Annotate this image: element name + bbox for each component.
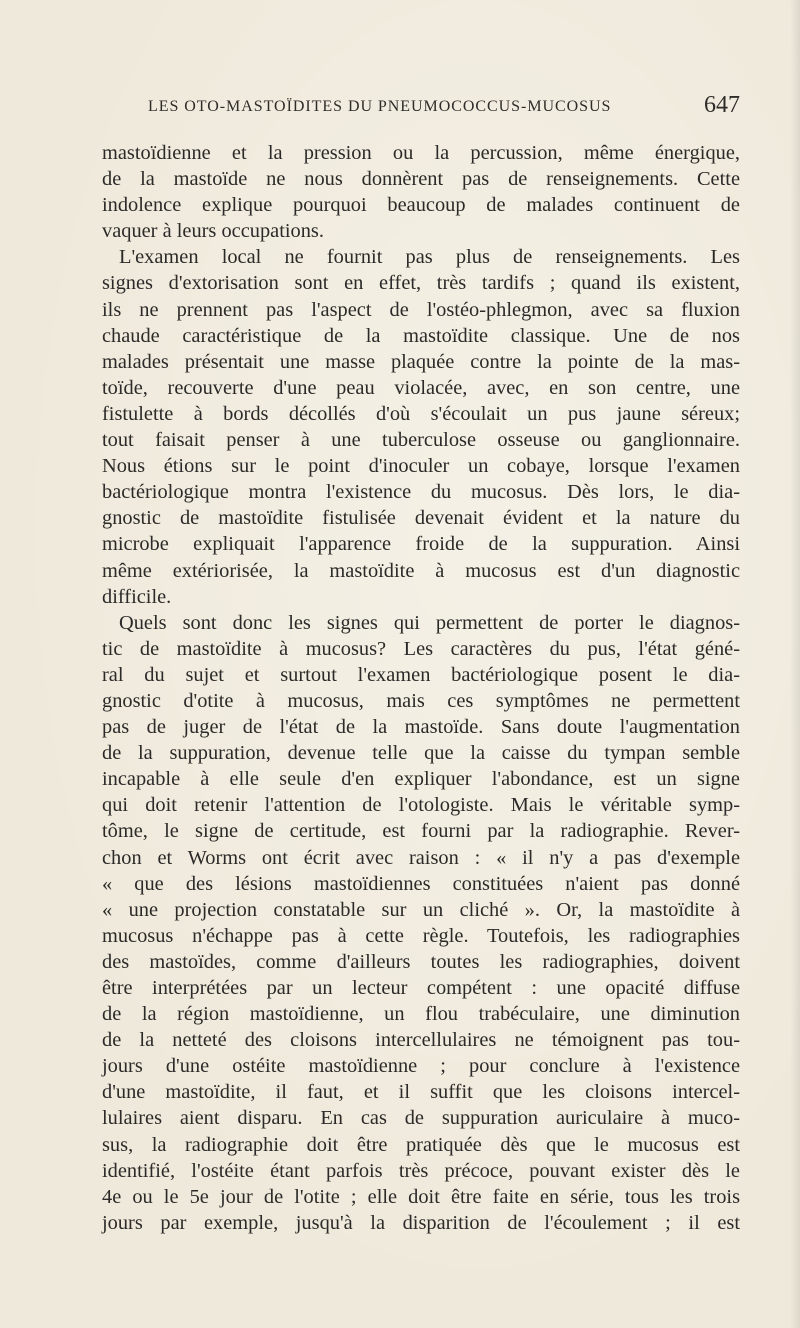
- text-line: être interprétées par un lecteur compétent : une opacité diffuse: [102, 977, 740, 999]
- text-line: ils ne prennent pas l'aspect de l'ostéo-phlegmon, avec sa fluxion: [102, 298, 740, 321]
- text-line: « que des lésions mastoïdiennes constituées n'aient pas donné: [102, 872, 740, 895]
- text-line: jours d'une ostéite mastoïdienne ; pour conclure à l'existence: [102, 1055, 740, 1078]
- text-line: de la netteté des cloisons intercellulaires ne témoignent pas tou-: [102, 1029, 740, 1052]
- text-line: qui doit retenir l'attention de l'otologiste. Mais le véritable symp-: [102, 794, 740, 817]
- text-line: chaude caractéristique de la mastoïdite classique. Une de nos: [102, 324, 740, 347]
- text-line: malades présentait une masse plaquée contre la pointe de la mas-: [102, 350, 740, 373]
- text-line: même extériorisée, la mastoïdite à mucosus est d'un diagnostic: [102, 559, 740, 582]
- text-line: bactériologique montra l'existence du mucosus. Dès lors, le dia-: [102, 481, 740, 504]
- text-line: signes d'extorisation sont en effet, très tardifs ; quand ils existent,: [102, 272, 740, 295]
- text-line: chon et Worms ont écrit avec raison : « il n'y a pas d'exemple: [102, 846, 740, 869]
- text-line: tôme, le signe de certitude, est fourni par la radiographie. Rever-: [102, 820, 740, 843]
- text-line: toïde, recouverte d'une peau violacée, avec, en son centre, une: [102, 376, 740, 399]
- text-line: de la région mastoïdienne, un flou trabéculaire, une diminution: [102, 1003, 740, 1026]
- text-line: 4e ou le 5e jour de l'otite ; elle doit être faite en série, tous les trois: [102, 1185, 740, 1208]
- text-line: sus, la radiographie doit être pratiquée dès que le mucosus est: [102, 1133, 740, 1156]
- text-line: incapable à elle seule d'en expliquer l'abondance, est un signe: [102, 768, 740, 791]
- page-number: 647: [704, 92, 740, 118]
- text-line: lulaires aient disparu. En cas de suppuration auriculaire à muco-: [102, 1107, 740, 1130]
- body-text: [102, 140, 740, 1236]
- text-line: pas de juger de l'état de la mastoïde. Sans doute l'augmentation: [102, 716, 740, 739]
- text-line: de la suppuration, devenue telle que la caisse du tympan semble: [102, 742, 740, 765]
- text-line: vaquer à leurs occupations.: [102, 220, 324, 243]
- text-line: mucosus n'échappe pas à cette règle. Toutefois, les radiographies: [102, 924, 740, 947]
- text-line: fistulette à bords décollés d'où s'écoulait un pus jaune séreux;: [102, 402, 740, 425]
- text-line: tic de mastoïdite à mucosus? Les caractères du pus, l'état géné-: [102, 637, 740, 660]
- text-line: jours par exemple, jusqu'à la disparition de l'écoulement ; il est: [102, 1211, 740, 1234]
- text-line: Nous étions sur le point d'inoculer un cobaye, lorsque l'examen: [102, 455, 740, 478]
- text-line: d'une mastoïdite, il faut, et il suffit que les cloisons intercel-: [102, 1081, 740, 1104]
- text-line: ral du sujet et surtout l'examen bactériologique posent le dia-: [102, 663, 740, 686]
- text-line: difficile.: [102, 585, 172, 608]
- text-line: indolence explique pourquoi beaucoup de malades continuent de: [102, 194, 740, 217]
- running-title: LES OTO-MASTOÏDITES DU PNEUMOCOCCUS-MUCOSUS: [148, 98, 612, 115]
- text-line: des mastoïdes, comme d'ailleurs toutes les radiographies, doivent: [102, 950, 740, 973]
- text-line: « une projection constatable sur un cliché ». Or, la mastoïdite à: [102, 898, 740, 921]
- text-line: gnostic d'otite à mucosus, mais ces symptômes ne permettent: [102, 689, 740, 712]
- text-line: L'examen local ne fournit pas plus de renseignements. Les: [119, 246, 740, 269]
- text-line: tout faisait penser à une tuberculose osseuse ou ganglionnaire.: [102, 429, 740, 452]
- text-line: Quels sont donc les signes qui permettent de porter le diagnos-: [119, 611, 740, 634]
- text-line: de la mastoïde ne nous donnèrent pas de renseignements. Cette: [102, 168, 740, 191]
- text-line: mastoïdienne et la pression ou la percussion, même énergique,: [102, 142, 740, 164]
- text-line: microbe expliquait l'apparence froide de la suppuration. Ainsi: [102, 533, 740, 556]
- page-header: [148, 92, 740, 122]
- text-line: gnostic de mastoïdite fistulisée devenait évident et la nature du: [102, 507, 740, 530]
- text-line: identifié, l'ostéite étant parfois très précoce, pouvant exister dès le: [102, 1159, 740, 1182]
